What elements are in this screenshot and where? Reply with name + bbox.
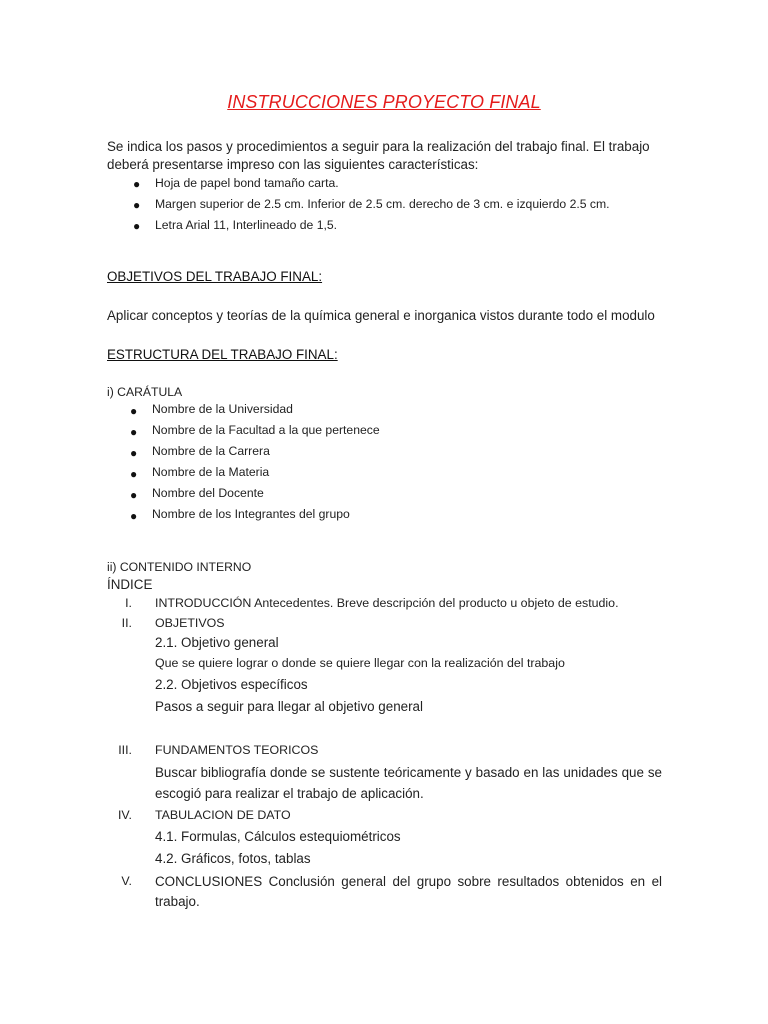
bullet-dot-icon: ●	[130, 446, 138, 460]
formatting-item: Hoja de papel bond tamaño carta.	[155, 176, 339, 190]
index-label: ÍNDICE	[107, 577, 153, 592]
bullet-dot-icon: ●	[130, 425, 138, 439]
section-numeral: II.	[121, 616, 132, 630]
cover-item: Nombre de la Facultad a la que pertenece	[152, 423, 380, 437]
subsection-description: Pasos a seguir para llegar al objetivo general	[155, 699, 423, 714]
intro-line-2: deberá presentarse impreso con las siguientes características:	[107, 157, 479, 172]
section-numeral: III.	[118, 743, 132, 757]
objectives-text: Aplicar conceptos y teorías de la química general e inorganica vistos durante todo el modulo	[107, 308, 655, 323]
cover-item: Nombre de la Materia	[152, 465, 270, 479]
section-numeral: IV.	[117, 808, 132, 822]
cover-item: Nombre del Docente	[152, 486, 264, 500]
section-tabulacion: TABULACION DE DATO	[155, 808, 291, 822]
subsection-description: Que se quiere lograr o donde se quiere llegar con la realización del trabajo	[155, 656, 565, 670]
cover-label: i) CARÁTULA	[107, 385, 183, 399]
formatting-item: Margen superior de 2.5 cm. Inferior de 2.5 cm. derecho de 3 cm. e izquierdo 2.5 cm.	[155, 197, 610, 211]
section-numeral: V.	[121, 874, 132, 888]
section-description: escogió para realizar el trabajo de aplicación.	[155, 786, 424, 801]
formatting-item: Letra Arial 11, Interlineado de 1,5.	[155, 218, 338, 232]
subsection-title: 2.1. Objetivo general	[155, 635, 279, 650]
structure-heading: ESTRUCTURA DEL TRABAJO FINAL:	[107, 347, 338, 362]
subsection-title: 2.2. Objetivos específicos	[155, 677, 308, 692]
document-title: INSTRUCCIONES PROYECTO FINAL	[227, 92, 541, 112]
section-numeral: I.	[125, 596, 132, 610]
bullet-dot-icon: ●	[133, 198, 141, 212]
bullet-dot-icon: ●	[133, 177, 141, 191]
section-conclusiones-continued: trabajo.	[155, 894, 200, 909]
bullet-dot-icon: ●	[133, 219, 141, 233]
content-label: ii) CONTENIDO INTERNO	[107, 560, 252, 574]
bullet-dot-icon: ●	[130, 509, 138, 523]
subsection-title: 4.1. Formulas, Cálculos estequiométricos	[155, 829, 401, 844]
section-introduccion: INTRODUCCIÓN Antecedentes. Breve descripción del producto u objeto de estudio.	[155, 596, 619, 610]
section-objetivos: OBJETIVOS	[155, 616, 225, 630]
subsection-title: 4.2. Gráficos, fotos, tablas	[155, 851, 311, 866]
objectives-heading: OBJETIVOS DEL TRABAJO FINAL:	[107, 269, 323, 284]
section-fundamentos: FUNDAMENTOS TEORICOS	[155, 743, 319, 757]
cover-item: Nombre de la Universidad	[152, 402, 293, 416]
bullet-dot-icon: ●	[130, 488, 138, 502]
bullet-dot-icon: ●	[130, 467, 138, 481]
cover-item: Nombre de los Integrantes del grupo	[152, 507, 350, 521]
section-description: Buscar bibliografía donde se sustente teóricamente y basado en las unidades que se	[155, 765, 662, 780]
intro-line-1: Se indica los pasos y procedimientos a seguir para la realización del trabajo final. El trabajo	[107, 139, 650, 154]
section-conclusiones: CONCLUSIONES Conclusión general del grupo sobre resultados obtenidos en el	[155, 874, 662, 889]
cover-item: Nombre de la Carrera	[152, 444, 270, 458]
bullet-dot-icon: ●	[130, 404, 138, 418]
